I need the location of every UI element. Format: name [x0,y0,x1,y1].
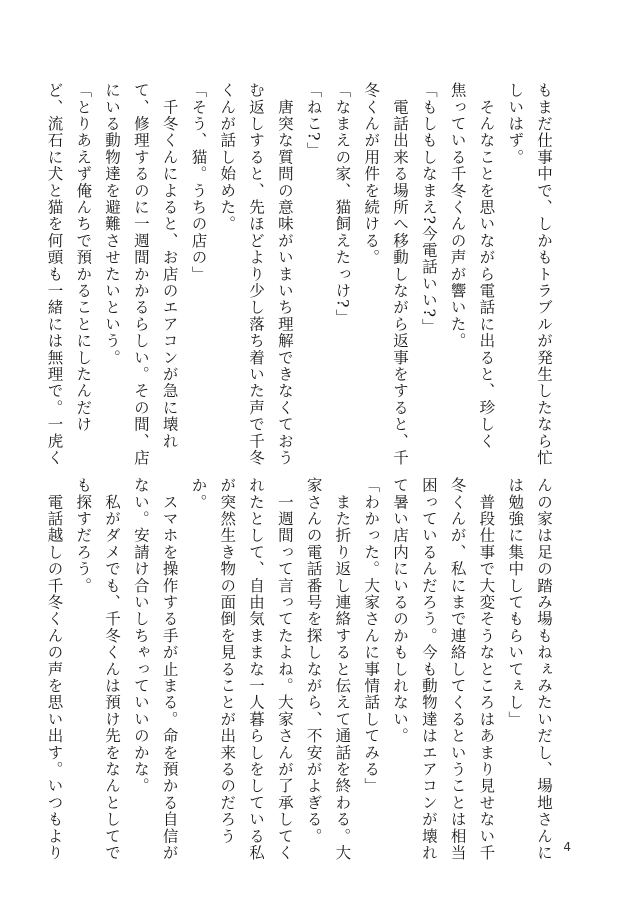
text-line: れたとして、自由気ままな一人暮らしをしている私 [247,477,266,862]
text-line: 電話出来る場所へ移動しながら返事をすると、千 [391,82,410,467]
text-line: 「なまえの家、猫飼えたっけ?」 [333,82,352,326]
text-line: 普段仕事で大変そうなところはあまり見せない千 [477,477,496,862]
text-line: そんなことを思いながら電話に出ると、珍しく [477,82,496,450]
text-line: 焦っている千冬くんの声が響いた。 [448,82,467,350]
text-line: も探すだろう。 [74,477,93,594]
text-line: 私がダメでも、千冬くんは預け先をなんとしてで [103,477,122,862]
text-line: 「そう、猫。うちの店の」 [189,82,208,283]
text-line: 「とりあえず俺んちで預かることにしたんだけ [74,82,93,433]
text-line: 困っているんだろう。今も動物達はエアコンが壊れ [419,477,438,862]
text-line: 「もしもしなまえ?今電話いい?」 [419,82,438,335]
text-line: 電話越しの千冬くんの声を思い出す。いつもより [45,477,64,862]
text-line: 冬くんが、私にまで連絡してくるということは相当 [448,477,467,862]
text-line: て、修理するのに一週間かかるらしい。その間、店 [131,82,150,467]
text-line: 一週間って言ってたよね。大家さんが了承してく [275,477,294,862]
text-line: が突然生き物の面倒を見ることが出来るのだろう [218,477,237,845]
text-line: しいはず。 [506,82,525,166]
text-line: 冬くんが用件を続ける。 [362,82,381,266]
text-line: 唐突な質問の意味がいまいち理解できなくておう [275,82,294,467]
text-line: ど、流石に犬と猫を何頭も一緒には無理で。一虎く [45,82,64,467]
text-line: て暑い店内にいるのかもしれない。 [391,477,410,745]
text-line: また折り返し連絡すると伝えて通話を終わる。大 [333,477,352,862]
text-line: む返しすると、先ほどより少し落ち着いた声で千冬 [247,82,266,467]
text-line: んの家は足の踏み場もねぇみたいだし、場地さんに [535,477,553,862]
text-line: か。 [189,477,208,511]
text-line: 「わかった。大家さんに事情話してみる」 [362,477,381,795]
text-line: もまだ仕事中で、しかもトラブルが発生したなら忙 [535,82,553,467]
top-text-block [45,82,558,467]
text-line: くんが話し始めた。 [218,82,237,233]
text-line: 家さんの電話番号を探しながら、不安がよぎる。 [304,477,323,845]
text-line: スマホを操作する手が止まる。命を預かる自信が [160,477,179,862]
text-line: は勉強に集中してもらいてぇし」 [506,477,525,728]
text-line: ない。安請け合いしちゃっていいのかな。 [131,477,150,795]
text-line: 「ねこ?」 [304,82,323,159]
text-line: 千冬くんによると、お店のエアコンが急に壊れ [160,82,179,450]
text-line: にいる動物達を避難させたいという。 [103,82,122,366]
bottom-text-block [45,477,558,862]
page-number: 4 [563,840,571,854]
